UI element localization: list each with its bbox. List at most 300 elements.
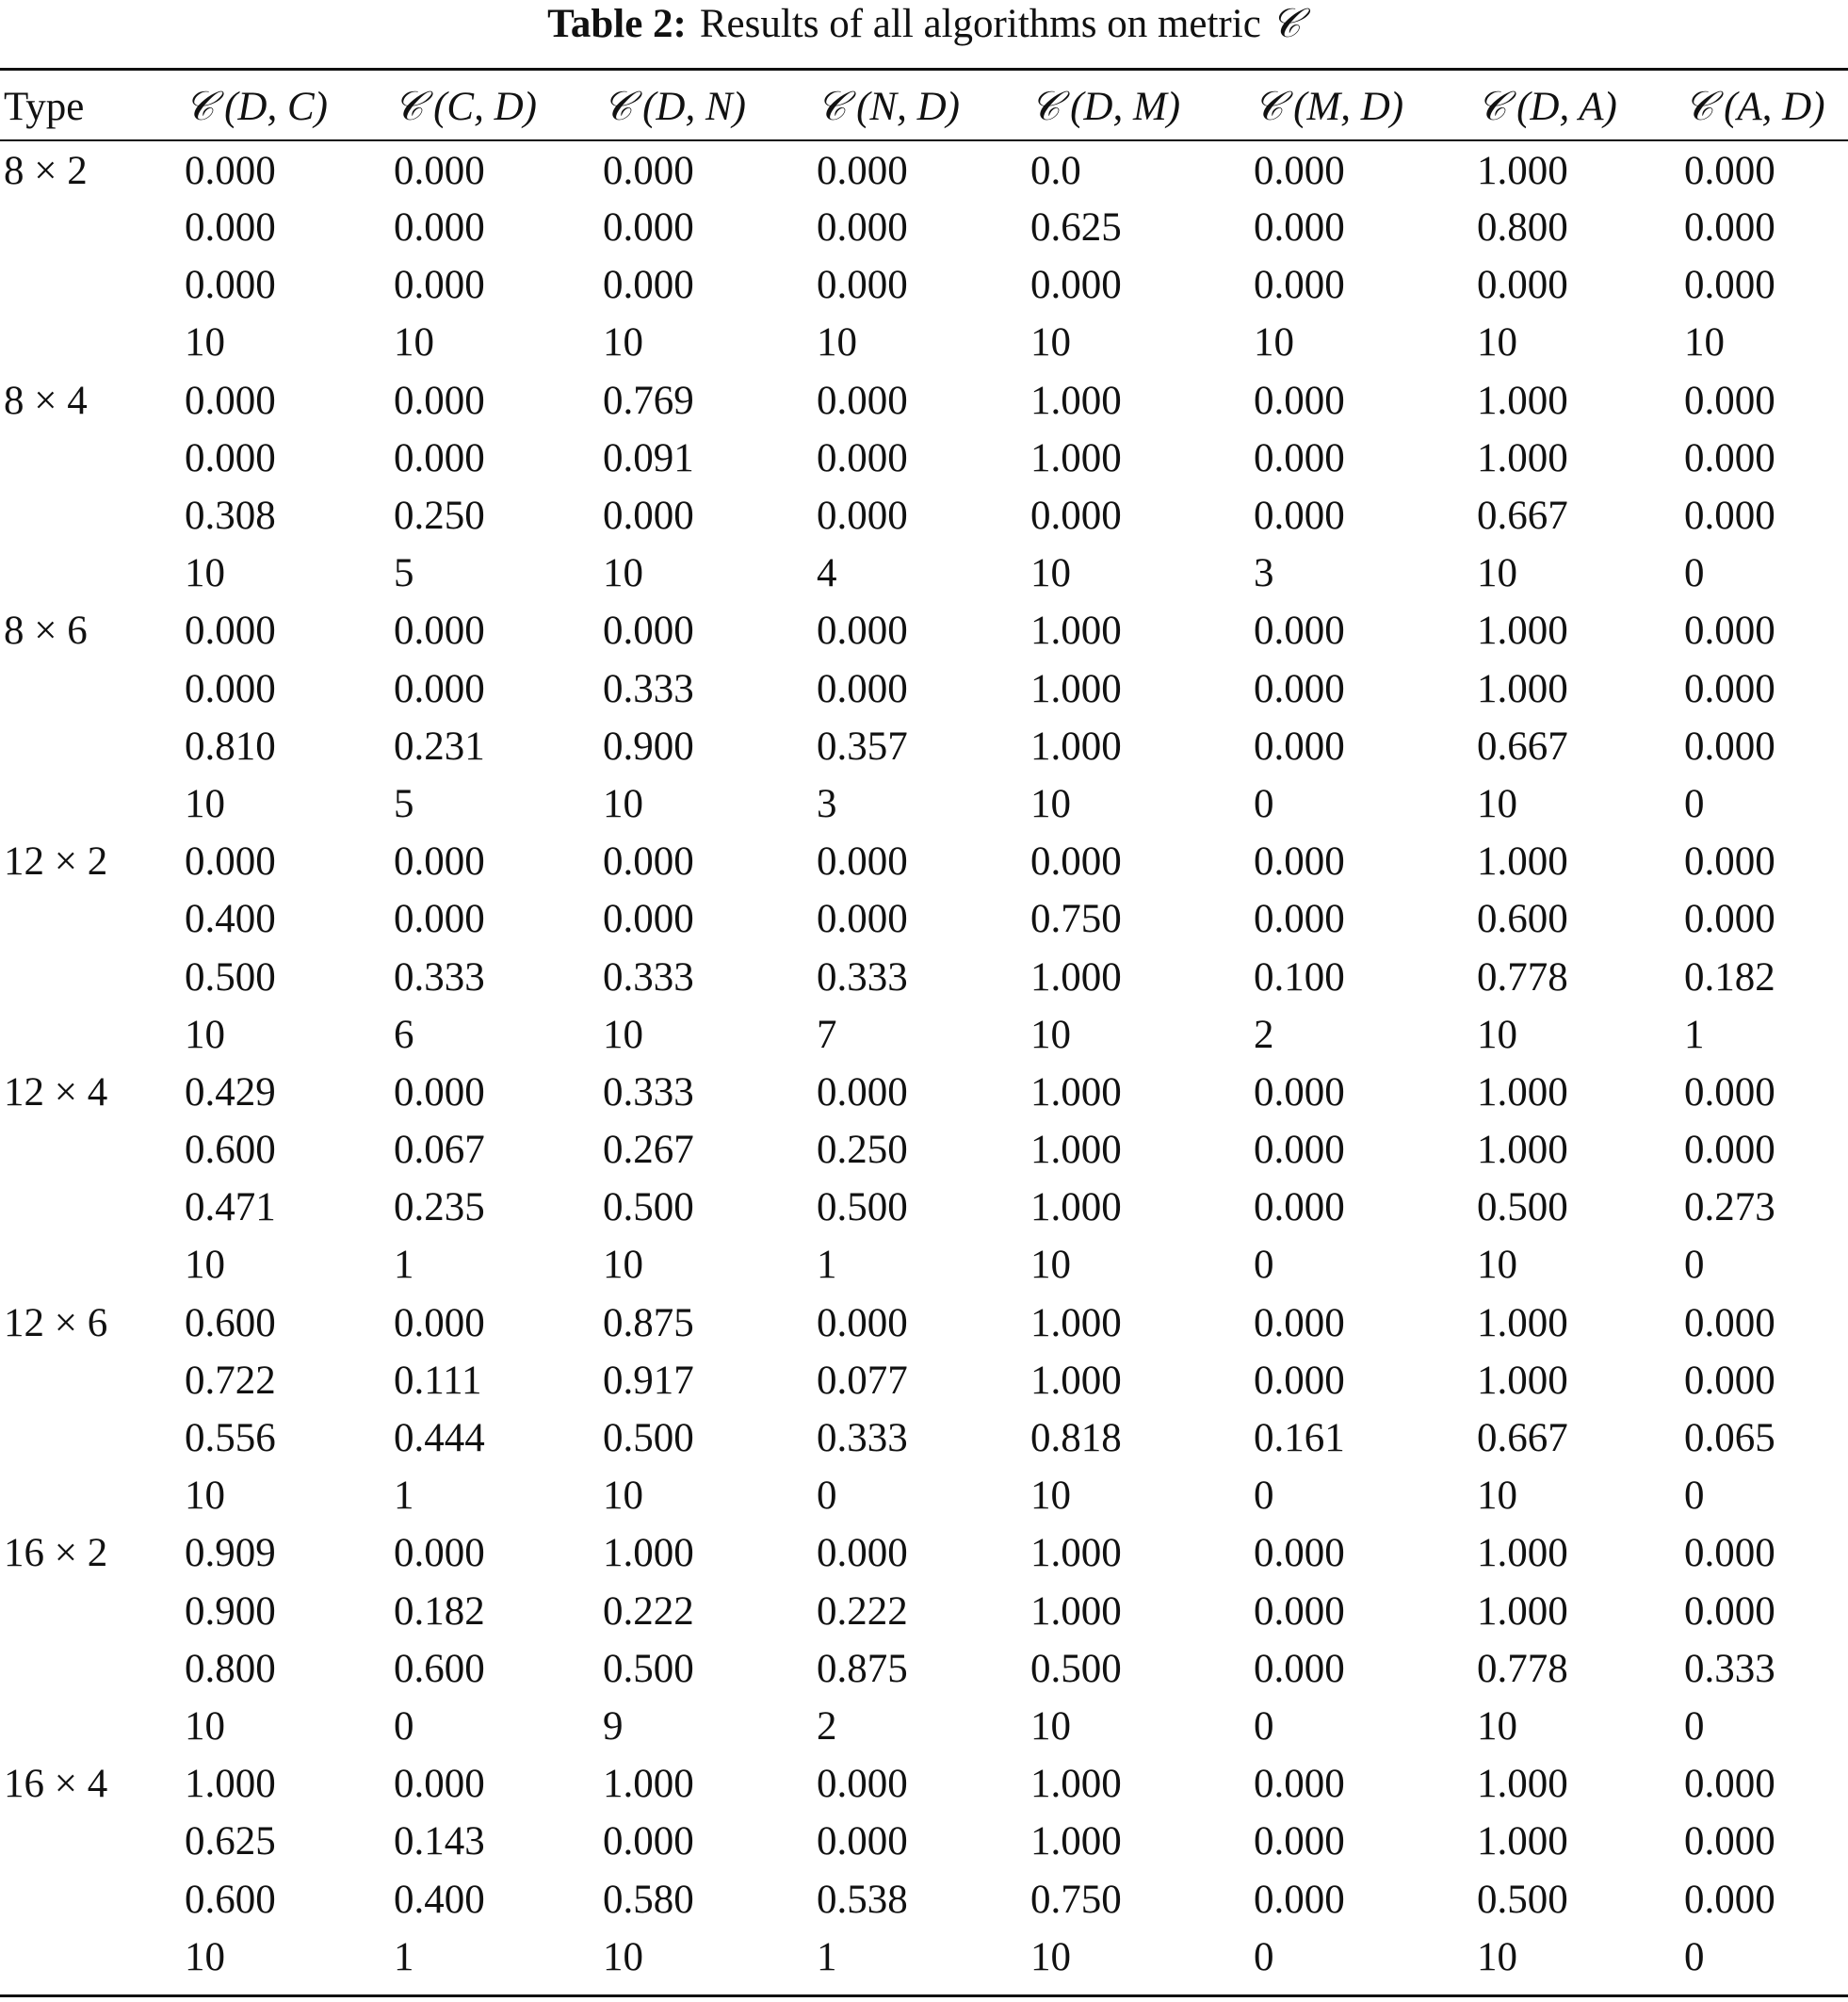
value-cell: 0.067	[394, 1128, 485, 1173]
value-cell: 1.000	[1477, 666, 1568, 711]
value-cell: 0.000	[1254, 1877, 1345, 1922]
table-row	[0, 1179, 1848, 1236]
value-cell: 0.250	[817, 1128, 908, 1173]
value-cell: 1.000	[1477, 1531, 1568, 1576]
table-row	[0, 775, 1848, 833]
value-cell: 0.400	[394, 1877, 485, 1922]
value-cell: 0.500	[185, 954, 276, 1000]
value-cell: 1.000	[1477, 1762, 1568, 1807]
value-cell: 1.000	[1030, 378, 1122, 423]
value-cell: 2	[817, 1703, 837, 1749]
value-cell: 0.000	[817, 1762, 908, 1807]
value-cell: 1.000	[1030, 1358, 1122, 1403]
value-cell: 0	[1254, 1243, 1274, 1288]
type-cell-empty	[0, 718, 185, 775]
value-cell: 0.600	[185, 1877, 276, 1922]
value-cell: 0.000	[603, 609, 694, 654]
value-cell: 0.000	[1254, 148, 1345, 193]
value-cell: 0.000	[1684, 1358, 1775, 1403]
value-cell: 10	[1684, 320, 1725, 366]
type-cell-empty	[0, 314, 185, 371]
value-cell: 0.000	[394, 263, 485, 308]
value-cell: 0.429	[185, 1069, 276, 1115]
value-cell: 0.161	[1254, 1416, 1345, 1461]
value-cell: 0.000	[185, 609, 276, 654]
value-cell: 1	[394, 1473, 414, 1519]
column-header: 𝒞 (D, M)	[1030, 84, 1181, 129]
table-row	[0, 1755, 1848, 1813]
value-cell: 0.500	[1477, 1185, 1568, 1230]
value-cell: 0.800	[1477, 205, 1568, 251]
table-row	[0, 1352, 1848, 1409]
value-cell: 0.000	[1254, 1185, 1345, 1230]
value-cell: 0.000	[185, 205, 276, 251]
table-bottom-rule	[0, 1994, 1848, 1997]
value-cell: 0.000	[1684, 1069, 1775, 1115]
table-row	[0, 1294, 1848, 1352]
value-cell: 10	[603, 1012, 643, 1057]
table-row	[0, 1121, 1848, 1179]
value-cell: 0.000	[1254, 897, 1345, 942]
value-cell: 0.000	[1254, 435, 1345, 480]
value-cell: 1.000	[1477, 1069, 1568, 1115]
table-header-row	[0, 71, 1848, 142]
value-cell: 0.000	[1684, 148, 1775, 193]
column-header: 𝒞 (D, N)	[603, 84, 746, 129]
value-cell: 7	[817, 1012, 837, 1057]
value-cell: 0.778	[1477, 1646, 1568, 1691]
value-cell: 0.000	[1254, 1531, 1345, 1576]
value-cell: 1.000	[1477, 839, 1568, 885]
table-row	[0, 314, 1848, 371]
value-cell: 0.000	[1684, 1877, 1775, 1922]
value-cell: 0.000	[1684, 666, 1775, 711]
type-cell-empty	[0, 660, 185, 718]
value-cell: 0.273	[1684, 1185, 1775, 1230]
value-cell: 1.000	[1477, 1128, 1568, 1173]
value-cell: 0.900	[603, 724, 694, 769]
value-cell: 0.333	[817, 954, 908, 1000]
value-cell: 1.000	[185, 1762, 276, 1807]
value-cell: 10	[1030, 1243, 1071, 1288]
value-cell: 10	[1030, 1012, 1071, 1057]
value-cell: 10	[1477, 1473, 1517, 1519]
value-cell: 1.000	[1030, 1762, 1122, 1807]
type-cell-empty	[0, 487, 185, 545]
value-cell: 10	[1030, 781, 1071, 826]
table-caption	[0, 0, 1848, 49]
value-cell: 0.500	[603, 1185, 694, 1230]
value-cell: 0.333	[817, 1416, 908, 1461]
type-cell-empty	[0, 1929, 185, 1986]
table-row	[0, 660, 1848, 718]
value-cell: 1.000	[1477, 609, 1568, 654]
value-cell: 0.000	[817, 263, 908, 308]
value-cell: 0.000	[1477, 263, 1568, 308]
type-cell: 12 × 4	[4, 1069, 108, 1115]
value-cell: 0.000	[603, 1819, 694, 1864]
value-cell: 0.778	[1477, 954, 1568, 1000]
value-cell: 9	[603, 1703, 624, 1749]
value-cell: 10	[185, 1934, 225, 1979]
value-cell: 0.000	[1254, 1358, 1345, 1403]
table-row	[0, 372, 1848, 430]
value-cell: 5	[394, 781, 414, 826]
type-cell-empty	[0, 1352, 185, 1409]
type-cell: 12 × 6	[4, 1300, 108, 1345]
value-cell: 1.000	[1477, 1588, 1568, 1634]
value-cell: 0.000	[185, 839, 276, 885]
value-cell: 0.580	[603, 1877, 694, 1922]
value-cell: 0.333	[603, 666, 694, 711]
type-cell-empty	[0, 1121, 185, 1179]
value-cell: 0.444	[394, 1416, 485, 1461]
value-cell: 1	[817, 1934, 837, 1979]
type-cell-empty	[0, 1179, 185, 1236]
value-cell: 0.000	[394, 435, 485, 480]
type-cell-empty	[0, 430, 185, 487]
value-cell: 0.769	[603, 378, 694, 423]
type-cell-empty	[0, 1813, 185, 1870]
value-cell: 1.000	[1030, 954, 1122, 1000]
column-header: 𝒞 (A, D)	[1684, 84, 1825, 129]
value-cell: 0.000	[1030, 263, 1122, 308]
value-cell: 0.000	[603, 839, 694, 885]
table-row	[0, 1467, 1848, 1524]
value-cell: 0.500	[1477, 1877, 1568, 1922]
value-cell: 0	[1684, 551, 1705, 596]
type-cell-empty	[0, 1006, 185, 1064]
value-cell: 1.000	[1030, 435, 1122, 480]
value-cell: 0.000	[1254, 1762, 1345, 1807]
value-cell: 10	[603, 1473, 643, 1519]
type-cell-empty	[0, 1409, 185, 1467]
value-cell: 0	[1254, 1703, 1274, 1749]
value-cell: 4	[817, 551, 837, 596]
value-cell: 0.000	[1684, 494, 1775, 539]
value-cell: 0.000	[394, 666, 485, 711]
type-cell: 12 × 2	[4, 839, 108, 885]
value-cell: 1.000	[1030, 1069, 1122, 1115]
type-cell-empty	[0, 199, 185, 256]
value-cell: 0.818	[1030, 1416, 1122, 1461]
type-cell: 16 × 2	[4, 1531, 108, 1576]
value-cell: 10	[1477, 1243, 1517, 1288]
value-cell: 0.000	[1030, 839, 1122, 885]
value-cell: 0.722	[185, 1358, 276, 1403]
column-header: 𝒞 (C, D)	[394, 84, 537, 129]
value-cell: 0.000	[1684, 435, 1775, 480]
value-cell: 10	[394, 320, 434, 366]
value-cell: 10	[1030, 1703, 1071, 1749]
column-header-type: Type	[4, 84, 85, 129]
value-cell: 0.000	[1254, 839, 1345, 885]
value-cell: 0.471	[185, 1185, 276, 1230]
value-cell: 0.222	[603, 1588, 694, 1634]
value-cell: 0.000	[1684, 1762, 1775, 1807]
value-cell: 0.538	[817, 1877, 908, 1922]
table-row	[0, 1813, 1848, 1870]
value-cell: 0.000	[1684, 724, 1775, 769]
value-cell: 0.000	[1684, 897, 1775, 942]
value-cell: 0.000	[603, 263, 694, 308]
value-cell: 0	[1684, 1243, 1705, 1288]
value-cell: 0	[1684, 1473, 1705, 1519]
value-cell: 0.000	[1254, 494, 1345, 539]
value-cell: 0.000	[817, 378, 908, 423]
value-cell: 0.400	[185, 897, 276, 942]
value-cell: 0.000	[394, 205, 485, 251]
value-cell: 0.000	[817, 148, 908, 193]
value-cell: 0	[817, 1473, 837, 1519]
table-row	[0, 487, 1848, 545]
value-cell: 0.625	[1030, 205, 1122, 251]
value-cell: 0.000	[394, 839, 485, 885]
value-cell: 0.000	[1254, 378, 1345, 423]
value-cell: 1	[394, 1243, 414, 1288]
table-row	[0, 1640, 1848, 1698]
value-cell: 0.333	[603, 1069, 694, 1115]
value-cell: 0.917	[603, 1358, 694, 1403]
value-cell: 0.000	[185, 148, 276, 193]
value-cell: 0	[1254, 1473, 1274, 1519]
type-cell-empty	[0, 1583, 185, 1640]
value-cell: 10	[603, 1243, 643, 1288]
table-row	[0, 1236, 1848, 1294]
value-cell: 0.875	[603, 1300, 694, 1345]
value-cell: 1.000	[1030, 1128, 1122, 1173]
value-cell: 0.810	[185, 724, 276, 769]
table-row	[0, 890, 1848, 948]
value-cell: 1.000	[1030, 609, 1122, 654]
value-cell: 0.000	[185, 435, 276, 480]
value-cell: 0.231	[394, 724, 485, 769]
value-cell: 0.500	[603, 1416, 694, 1461]
type-cell-empty	[0, 890, 185, 948]
value-cell: 10	[185, 781, 225, 826]
value-cell: 0.000	[1254, 263, 1345, 308]
value-cell: 0.000	[1254, 724, 1345, 769]
table-row	[0, 602, 1848, 659]
value-cell: 1.000	[1030, 1185, 1122, 1230]
value-cell: 2	[1254, 1012, 1274, 1057]
value-cell: 0.600	[185, 1300, 276, 1345]
value-cell: 0.000	[1684, 839, 1775, 885]
value-cell: 0.000	[817, 897, 908, 942]
value-cell: 1.000	[1477, 378, 1568, 423]
value-cell: 0.000	[1684, 205, 1775, 251]
table-row	[0, 1870, 1848, 1928]
value-cell: 0.000	[603, 494, 694, 539]
value-cell: 0.600	[394, 1646, 485, 1691]
value-cell: 0.308	[185, 494, 276, 539]
value-cell: 0.143	[394, 1819, 485, 1864]
value-cell: 0.222	[817, 1588, 908, 1634]
value-cell: 0.000	[394, 1762, 485, 1807]
value-cell: 0.000	[185, 263, 276, 308]
value-cell: 0.000	[1684, 378, 1775, 423]
value-cell: 0.875	[817, 1646, 908, 1691]
value-cell: 0.000	[1030, 494, 1122, 539]
value-cell: 0.900	[185, 1588, 276, 1634]
value-cell: 0.000	[1254, 205, 1345, 251]
value-cell: 1.000	[1477, 1358, 1568, 1403]
value-cell: 10	[1030, 1934, 1071, 1979]
value-cell: 0.000	[1254, 666, 1345, 711]
table-row	[0, 1409, 1848, 1467]
value-cell: 10	[1477, 1703, 1517, 1749]
value-cell: 0.000	[1684, 609, 1775, 654]
value-cell: 0.065	[1684, 1416, 1775, 1461]
table-row	[0, 1524, 1848, 1582]
value-cell: 0	[1254, 1934, 1274, 1979]
value-cell: 0.000	[394, 609, 485, 654]
value-cell: 1.000	[1477, 1819, 1568, 1864]
value-cell: 0.000	[1254, 609, 1345, 654]
value-cell: 0.500	[1030, 1646, 1122, 1691]
value-cell: 10	[603, 320, 643, 366]
value-cell: 0.500	[817, 1185, 908, 1230]
value-cell: 0.000	[817, 1300, 908, 1345]
value-cell: 10	[603, 781, 643, 826]
value-cell: 0.000	[394, 1300, 485, 1345]
value-cell: 10	[1477, 1012, 1517, 1057]
value-cell: 0.750	[1030, 1877, 1122, 1922]
table-row	[0, 1064, 1848, 1121]
value-cell: 0.267	[603, 1128, 694, 1173]
value-cell: 0	[1254, 781, 1274, 826]
value-cell: 10	[185, 320, 225, 366]
value-cell: 0.000	[817, 666, 908, 711]
value-cell: 1.000	[1030, 666, 1122, 711]
type-cell-empty	[0, 545, 185, 602]
value-cell: 10	[1030, 320, 1071, 366]
value-cell: 0.000	[1684, 263, 1775, 308]
value-cell: 0.333	[394, 954, 485, 1000]
type-cell-empty	[0, 256, 185, 314]
type-cell-empty	[0, 1698, 185, 1755]
value-cell: 0.000	[394, 378, 485, 423]
value-cell: 1.000	[603, 1762, 694, 1807]
table-body	[0, 142, 1848, 1986]
value-cell: 10	[185, 1473, 225, 1519]
value-cell: 0.000	[394, 897, 485, 942]
value-cell: 1.000	[1030, 1300, 1122, 1345]
value-cell: 0.500	[603, 1646, 694, 1691]
type-cell-empty	[0, 1467, 185, 1524]
type-cell: 8 × 6	[4, 609, 88, 654]
value-cell: 10	[1477, 551, 1517, 596]
value-cell: 0.000	[817, 494, 908, 539]
value-cell: 0.750	[1030, 897, 1122, 942]
value-cell: 1.000	[1030, 1588, 1122, 1634]
value-cell: 10	[1030, 551, 1071, 596]
value-cell: 0.111	[394, 1358, 482, 1403]
value-cell: 0.000	[817, 1819, 908, 1864]
value-cell: 10	[185, 1012, 225, 1057]
table-row	[0, 430, 1848, 487]
value-cell: 10	[603, 551, 643, 596]
value-cell: 0.556	[185, 1416, 276, 1461]
value-cell: 0.000	[1684, 1531, 1775, 1576]
value-cell: 0.000	[1254, 1646, 1345, 1691]
value-cell: 0.357	[817, 724, 908, 769]
value-cell: 0.000	[1684, 1300, 1775, 1345]
value-cell: 0.000	[817, 435, 908, 480]
value-cell: 0.000	[817, 1531, 908, 1576]
value-cell: 0.333	[603, 954, 694, 1000]
value-cell: 0.000	[1254, 1069, 1345, 1115]
value-cell: 0	[1684, 781, 1705, 826]
value-cell: 0	[394, 1703, 414, 1749]
table-row	[0, 256, 1848, 314]
value-cell: 0.000	[817, 1069, 908, 1115]
value-cell: 0.000	[603, 205, 694, 251]
table-row	[0, 545, 1848, 602]
value-cell: 0.077	[817, 1358, 908, 1403]
value-cell: 0.000	[817, 609, 908, 654]
caption-symbol: 𝒞	[1271, 2, 1301, 46]
value-cell: 0.000	[603, 897, 694, 942]
caption-label: Table 2:	[547, 2, 687, 46]
value-cell: 0.000	[1254, 1588, 1345, 1634]
table-row	[0, 199, 1848, 256]
value-cell: 10	[185, 1243, 225, 1288]
value-cell: 1.000	[1030, 1531, 1122, 1576]
value-cell: 0.667	[1477, 494, 1568, 539]
type-cell: 8 × 4	[4, 378, 88, 423]
table-row	[0, 1583, 1848, 1640]
value-cell: 1.000	[1477, 435, 1568, 480]
value-cell: 1.000	[1477, 148, 1568, 193]
value-cell: 0.000	[1684, 1819, 1775, 1864]
value-cell: 10	[185, 551, 225, 596]
table-row	[0, 833, 1848, 890]
type-cell: 8 × 2	[4, 148, 88, 193]
value-cell: 0.0	[1030, 148, 1081, 193]
value-cell: 1.000	[603, 1531, 694, 1576]
value-cell: 0.000	[1254, 1300, 1345, 1345]
value-cell: 0.000	[603, 148, 694, 193]
value-cell: 0.600	[185, 1128, 276, 1173]
value-cell: 0.000	[1254, 1819, 1345, 1864]
value-cell: 10	[603, 1934, 643, 1979]
value-cell: 0	[1684, 1934, 1705, 1979]
value-cell: 10	[817, 320, 857, 366]
value-cell: 10	[1254, 320, 1294, 366]
column-header: 𝒞 (D, A)	[1477, 84, 1617, 129]
value-cell: 1.000	[1477, 1300, 1568, 1345]
type-cell-empty	[0, 1236, 185, 1294]
table-row	[0, 1006, 1848, 1064]
value-cell: 0.000	[817, 205, 908, 251]
value-cell: 0.625	[185, 1819, 276, 1864]
value-cell: 0.000	[817, 839, 908, 885]
value-cell: 0.091	[603, 435, 694, 480]
value-cell: 0.182	[394, 1588, 485, 1634]
results-table	[0, 71, 1848, 1986]
value-cell: 0.235	[394, 1185, 485, 1230]
value-cell: 0.000	[1684, 1588, 1775, 1634]
value-cell: 0.909	[185, 1531, 276, 1576]
value-cell: 0.000	[1684, 1128, 1775, 1173]
value-cell: 0.250	[394, 494, 485, 539]
value-cell: 0.100	[1254, 954, 1345, 1000]
value-cell: 1.000	[1030, 1819, 1122, 1864]
table-row	[0, 1929, 1848, 1986]
table-row	[0, 948, 1848, 1005]
caption-text: Results of all algorithms on metric	[699, 2, 1261, 46]
